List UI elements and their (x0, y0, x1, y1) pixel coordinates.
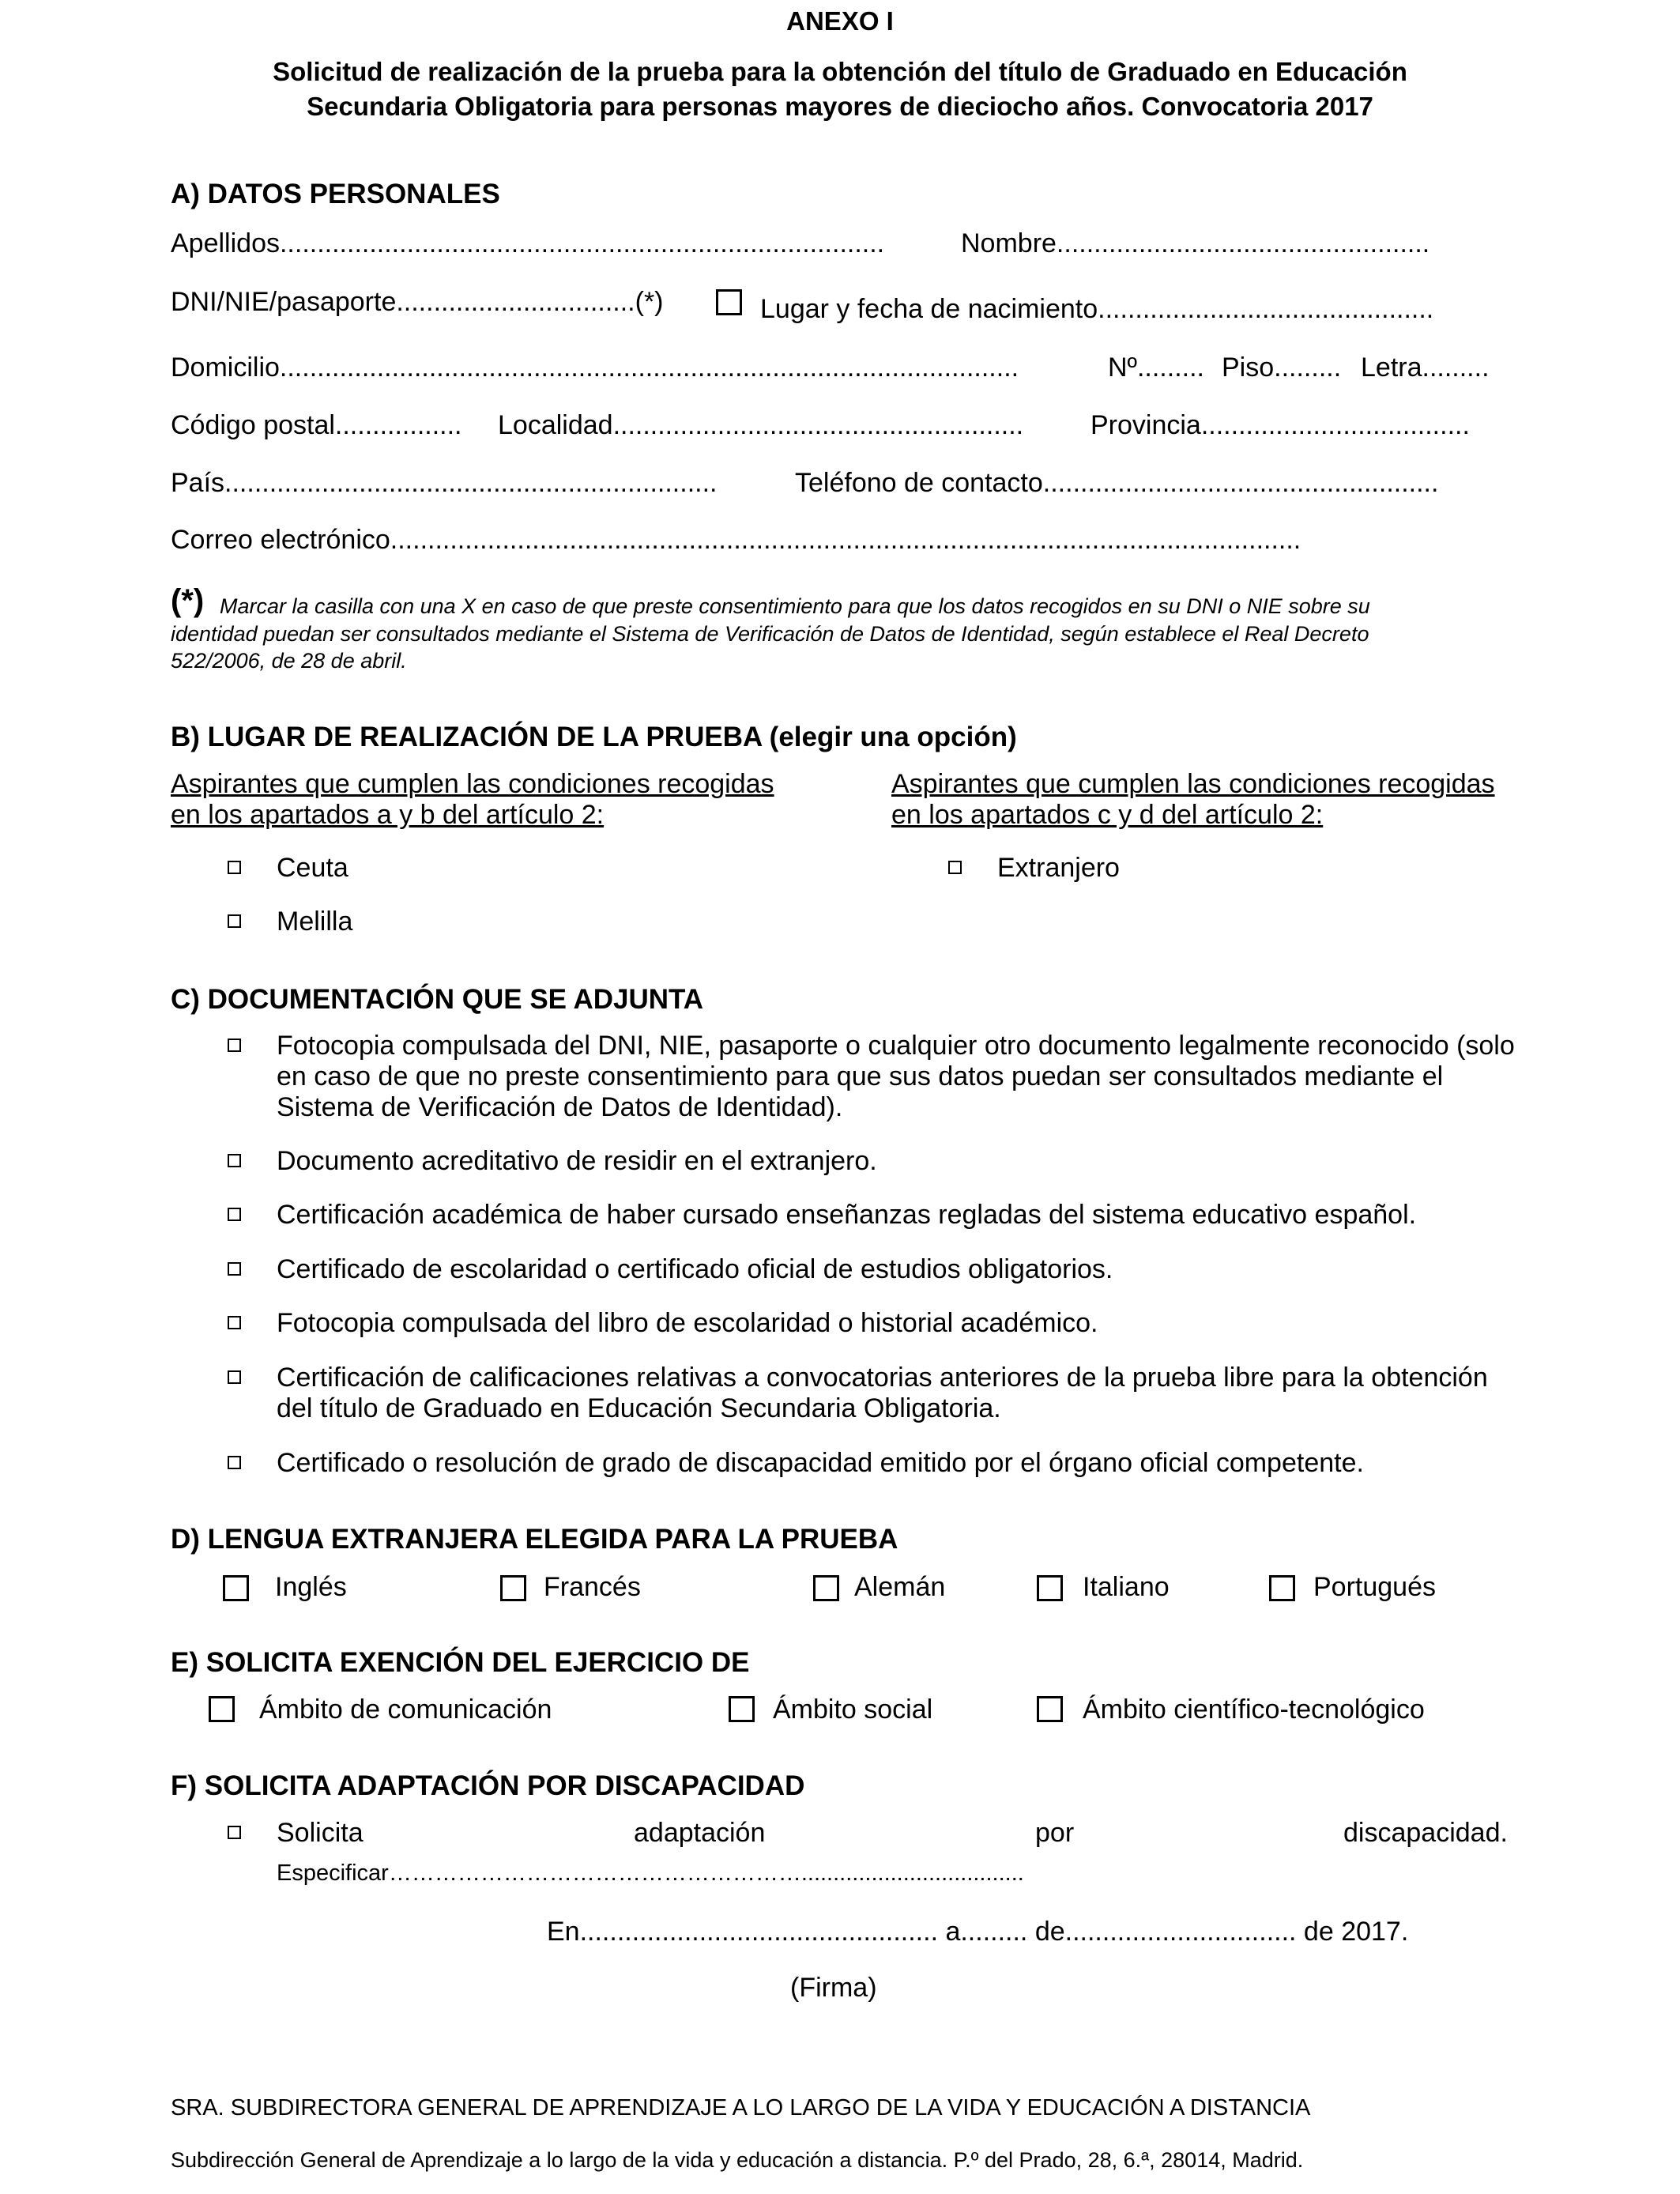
firma-label: (Firma) (790, 1973, 877, 2003)
doc7-checkbox[interactable] (228, 1456, 241, 1469)
doc6-checkbox[interactable] (228, 1370, 241, 1384)
address: Subdirección General de Aprendizaje a lo largo de la vida y educación a distancia. P.º del Prado, 28, 6.ª, 28014, Madrid. (171, 2148, 1304, 2172)
form-title-line1: Solicitud de realización de la prueba para la obtención del título de Graduado en Educación (273, 57, 1407, 86)
portugues-checkbox[interactable] (1269, 1575, 1295, 1601)
social-checkbox[interactable] (729, 1696, 755, 1722)
doc7-label: Certificado o resolución de grado de discapacidad emitido por el órgano oficial competente. (277, 1448, 1364, 1478)
doc1-line1: Fotocopia compulsada del DNI, NIE, pasaporte o cualquier otro documento legalmente reconocido (solo (277, 1031, 1515, 1061)
por-word: por (1035, 1818, 1075, 1848)
melilla-label: Melilla (277, 907, 353, 937)
dni-field[interactable]: DNI/NIE/pasaporte................................(*) (171, 287, 664, 317)
doc3-checkbox[interactable] (228, 1208, 241, 1221)
doc4-checkbox[interactable] (228, 1262, 241, 1276)
doc2-label: Documento acreditativo de residir en el extranjero. (277, 1146, 877, 1176)
frances-label: Francés (544, 1572, 641, 1602)
cientifico-label: Ámbito científico-tecnológico (1083, 1695, 1425, 1725)
left-column-header-line1: Aspirantes que cumplen las condiciones recogidas (171, 769, 774, 799)
solicita-word: Solicita (277, 1818, 363, 1848)
section-c-heading: C) DOCUMENTACIÓN QUE SE ADJUNTA (171, 984, 704, 1015)
nombre-field[interactable]: Nombre.................................................. (961, 228, 1430, 258)
ingles-checkbox[interactable] (223, 1575, 249, 1601)
doc5-label: Fotocopia compulsada del libro de escolaridad o historial académico. (277, 1308, 1098, 1338)
doc5-checkbox[interactable] (228, 1316, 241, 1329)
annex-title: ANEXO I (786, 6, 894, 36)
doc6-line2: del título de Graduado en Educación Secundaria Obligatoria. (277, 1393, 1001, 1423)
frances-checkbox[interactable] (500, 1575, 526, 1601)
provincia-field[interactable]: Provincia.................................... (1090, 410, 1470, 440)
localidad-field[interactable]: Localidad....................................................... (498, 410, 1024, 440)
doc1-line2: en caso de que no preste consentimiento para que sus datos puedan ser consultados mediante el (277, 1061, 1444, 1091)
telefono-field[interactable]: Teléfono de contacto..................................................... (795, 468, 1439, 498)
piso-field[interactable]: Piso......... (1222, 352, 1342, 383)
ceuta-checkbox[interactable] (228, 861, 241, 874)
italiano-checkbox[interactable] (1037, 1575, 1063, 1601)
note-line1: Marcar la casilla con una X en caso de que preste consentimiento para que los datos recogidos en su DNI o NIE sobre su (220, 594, 1370, 618)
ceuta-label: Ceuta (277, 853, 348, 883)
note-marker: (*) (171, 583, 205, 618)
right-column-header-line1: Aspirantes que cumplen las condiciones recogidas (891, 769, 1495, 799)
left-column-header-line2: en los apartados a y b del artículo 2: (171, 800, 605, 830)
social-label: Ámbito social (773, 1695, 933, 1725)
section-f-heading: F) SOLICITA ADAPTACIÓN POR DISCAPACIDAD (171, 1770, 805, 1801)
extranjero-checkbox[interactable] (948, 861, 962, 874)
comunicacion-checkbox[interactable] (209, 1696, 235, 1722)
aleman-checkbox[interactable] (813, 1575, 839, 1601)
cientifico-checkbox[interactable] (1037, 1696, 1063, 1722)
consent-checkbox[interactable] (716, 289, 742, 315)
adaptacion-word: adaptación (634, 1818, 766, 1848)
doc1-line3: Sistema de Verificación de Datos de Identidad). (277, 1092, 843, 1122)
doc6-line1: Certificación de calificaciones relativas a convocatorias anteriores de la prueba libre para la obtención (277, 1363, 1488, 1393)
doc4-label: Certificado de escolaridad o certificado oficial de estudios obligatorios. (277, 1254, 1113, 1284)
note-line2: identidad puedan ser consultados mediante el Sistema de Verificación de Datos de Identidad, según establece el Real Decreto (171, 622, 1369, 646)
section-b-heading: B) LUGAR DE REALIZACIÓN DE LA PRUEBA (elegir una opción) (171, 722, 1017, 752)
section-e-heading: E) SOLICITA EXENCIÓN DEL EJERCICIO DE (171, 1647, 750, 1678)
domicilio-field[interactable]: Domicilio................................................................................................... (171, 352, 1019, 383)
adaptacion-checkbox[interactable] (228, 1826, 241, 1839)
comunicacion-label: Ámbito de comunicación (259, 1695, 552, 1725)
letra-field[interactable]: Letra......... (1361, 352, 1490, 383)
numero-field[interactable]: Nº......... (1108, 352, 1204, 383)
right-column-header-line2: en los apartados c y d del artículo 2: (891, 800, 1324, 830)
doc2-checkbox[interactable] (228, 1154, 241, 1167)
correo-field[interactable]: Correo electrónico.......................................................................................................................... (171, 525, 1301, 555)
ingles-label: Inglés (275, 1572, 347, 1602)
place-date-field[interactable]: En................................................ a......... de............................... de 2017. (547, 1917, 1409, 1947)
melilla-checkbox[interactable] (228, 914, 241, 928)
pais-field[interactable]: País.................................................................. (171, 468, 718, 498)
section-d-heading: D) LENGUA EXTRANJERA ELEGIDA PARA LA PRUEBA (171, 1524, 898, 1555)
apellidos-field[interactable]: Apellidos................................................................................. (171, 228, 885, 258)
doc1-checkbox[interactable] (228, 1039, 241, 1052)
doc3-label: Certificación académica de haber cursado enseñanzas regladas del sistema educativo español. (277, 1200, 1417, 1230)
note-line3: 522/2006, de 28 de abril. (171, 649, 407, 673)
discapacidad-word: discapacidad. (1343, 1818, 1508, 1848)
aleman-label: Alemán (854, 1572, 946, 1602)
extranjero-label: Extranjero (997, 853, 1120, 883)
form-title-line2: Secundaria Obligatoria para personas mayores de dieciocho años. Convocatoria 2017 (307, 92, 1373, 121)
lugar-fecha-field[interactable]: Lugar y fecha de nacimiento............................................. (760, 294, 1434, 324)
addressee: SRA. SUBDIRECTORA GENERAL DE APRENDIZAJE A LO LARGO DE LA VIDA Y EDUCACIÓN A DISTANCIA (171, 2095, 1311, 2120)
section-a-heading: A) DATOS PERSONALES (171, 179, 500, 209)
codigo-postal-field[interactable]: Código postal................. (171, 410, 462, 440)
especificar-field[interactable]: Especificar………………………………………………................................... (277, 1860, 1024, 1886)
portugues-label: Portugués (1313, 1572, 1436, 1602)
italiano-label: Italiano (1083, 1572, 1170, 1602)
